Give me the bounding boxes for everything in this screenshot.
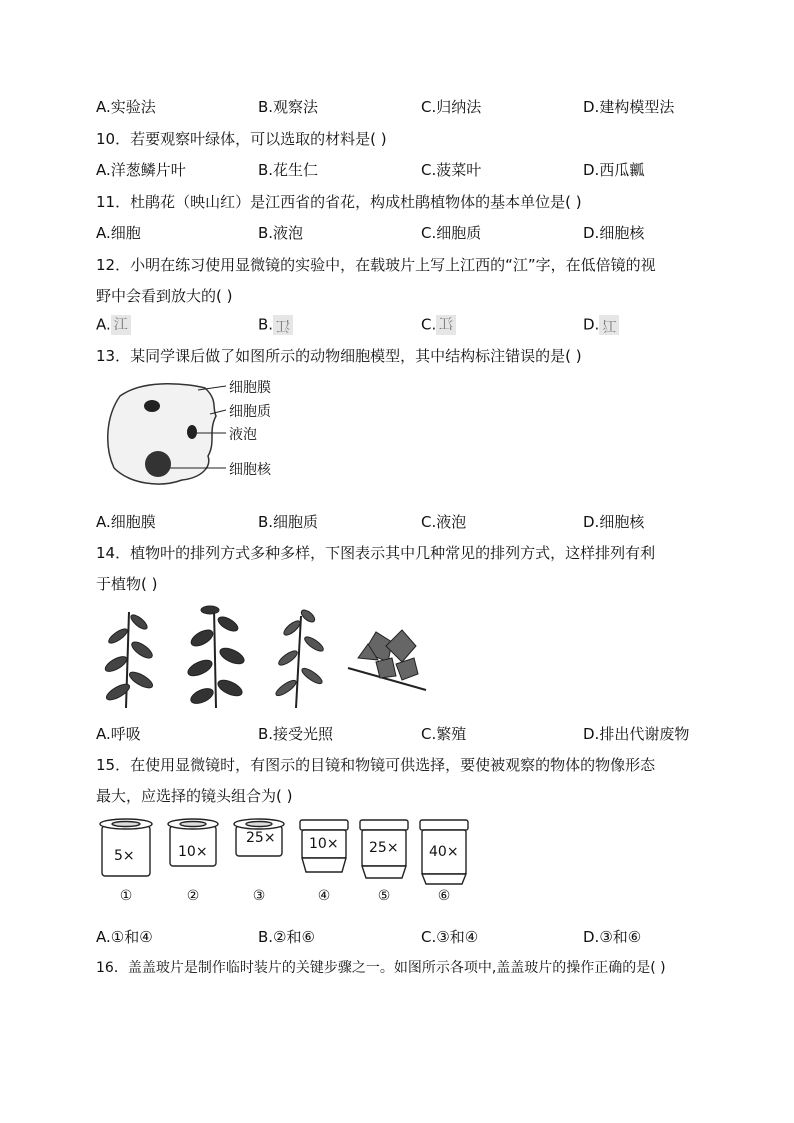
- q13-stem: 13．某同学课后做了如图所示的动物细胞模型，其中结构标注错误的是( ): [96, 347, 582, 365]
- lens-number-2: ②: [186, 888, 200, 904]
- q9-option-c[interactable]: C.归纳法: [421, 98, 482, 116]
- q10-options: [96, 159, 716, 181]
- q12-glyph-rotated: 江: [273, 315, 293, 335]
- lens-6-label: 40×: [429, 844, 459, 860]
- plant-2: [186, 606, 247, 708]
- q15-option-a[interactable]: A.①和④: [96, 928, 153, 946]
- q14-option-a[interactable]: A.呼吸: [96, 725, 141, 743]
- label-nucleus: 细胞核: [229, 462, 271, 478]
- q12-option-a-label: A.: [96, 315, 111, 334]
- label-cytoplasm: 细胞质: [229, 404, 271, 420]
- q9-option-a[interactable]: A.实验法: [96, 98, 156, 116]
- q12-option-c[interactable]: [421, 315, 456, 335]
- q14-option-c[interactable]: C.繁殖: [421, 725, 467, 743]
- q11-options: [96, 222, 716, 244]
- q12-glyph-normal: 江: [111, 315, 131, 335]
- leaf-arrangement-svg: [96, 602, 436, 710]
- lens-number-5: ⑤: [377, 888, 391, 904]
- q12-glyph-mirrored-vertical: 江: [599, 315, 619, 335]
- plant-4: [348, 630, 426, 690]
- q11-option-c[interactable]: C.细胞质: [421, 224, 482, 242]
- q14-option-d[interactable]: D.排出代谢废物: [583, 725, 690, 743]
- q11-option-d[interactable]: D.细胞核: [583, 224, 645, 242]
- q14-stem-line1: 14．植物叶的排列方式多种多样，下图表示其中几种常见的排列方式，这样排列有利: [96, 544, 656, 562]
- q10-stem: 10．若要观察叶绿体，可以选取的材料是( ): [96, 130, 387, 148]
- cell-granule-1: [144, 400, 160, 412]
- lens-4-label: 10×: [309, 836, 339, 852]
- q13-options: [96, 511, 716, 533]
- q13-option-d[interactable]: D.细胞核: [583, 513, 645, 531]
- q13-option-c[interactable]: C.液泡: [421, 513, 467, 531]
- lens-number-1: ①: [119, 888, 133, 904]
- q12-option-a[interactable]: [96, 315, 131, 335]
- q9-options: [96, 96, 716, 118]
- q12-glyph-mirrored-horizontal: 江: [436, 315, 456, 335]
- q10-option-b[interactable]: B.花生仁: [258, 161, 319, 179]
- lens-3-label: 25×: [246, 830, 276, 846]
- q12-options: [96, 315, 716, 337]
- q11-stem: 11．杜鹃花（映山红）是江西省的省花，构成杜鹃植物体的基本单位是( ): [96, 193, 582, 211]
- lens-5-label: 25×: [369, 840, 399, 856]
- lens-number-3: ③: [252, 888, 266, 904]
- q12-stem-line2: 野中会看到放大的( ): [96, 287, 233, 305]
- q15-options: [96, 926, 716, 948]
- vacuole-shape: [187, 425, 197, 439]
- q16-stem: 16．盖盖玻片是制作临时装片的关键步骤之一。如图所示各项中,盖盖玻片的操作正确的是( ): [96, 960, 666, 976]
- lens-2-label: 10×: [178, 844, 208, 860]
- q15-option-b[interactable]: B.②和⑥: [258, 928, 315, 946]
- q11-option-a[interactable]: A.细胞: [96, 224, 141, 242]
- q14-stem-line2: 于植物( ): [96, 575, 158, 593]
- q12-stem-line1: 12．小明在练习使用显微镜的实验中，在载玻片上写上江西的“江”字，在低倍镜的视: [96, 256, 656, 274]
- plant-1: [103, 612, 155, 708]
- q15-stem-line2: 最大，应选择的镜头组合为( ): [96, 787, 293, 805]
- q12-option-d-label: D.: [583, 315, 600, 334]
- q12-option-b-label: B.: [258, 315, 274, 334]
- q9-option-d[interactable]: D.建构模型法: [583, 98, 675, 116]
- q14-options: [96, 723, 716, 745]
- q12-option-c-label: C.: [421, 315, 437, 334]
- q10-option-c[interactable]: C.菠菜叶: [421, 161, 482, 179]
- q11-option-b[interactable]: B.液泡: [258, 224, 304, 242]
- lens-number-4: ④: [317, 888, 331, 904]
- label-vacuole: 液泡: [229, 427, 257, 443]
- q10-option-a[interactable]: A.洋葱鳞片叶: [96, 161, 186, 179]
- q14-option-b[interactable]: B.接受光照: [258, 725, 334, 743]
- q10-option-d[interactable]: D.西瓜瓤: [583, 161, 645, 179]
- nucleus-shape: [145, 451, 171, 477]
- q15-option-c[interactable]: C.③和④: [421, 928, 479, 946]
- q15-option-d[interactable]: D.③和⑥: [583, 928, 642, 946]
- lens-number-6: ⑥: [437, 888, 451, 904]
- label-cell-membrane: 细胞膜: [229, 380, 271, 396]
- lens-1-label: 5×: [114, 848, 135, 864]
- plant-3: [274, 608, 325, 708]
- animal-cell-model-figure: [100, 376, 300, 496]
- q9-option-b[interactable]: B.观察法: [258, 98, 319, 116]
- q13-option-a[interactable]: A.细胞膜: [96, 513, 156, 531]
- q12-option-b[interactable]: [258, 315, 293, 335]
- q13-option-b[interactable]: B.细胞质: [258, 513, 319, 531]
- q15-stem-line1: 15．在使用显微镜时，有图示的目镜和物镜可供选择，要使被观察的物体的物像形态: [96, 756, 656, 774]
- lens-svg: [96, 814, 486, 910]
- leaf-arrangement-figure: [96, 602, 436, 710]
- q12-option-d[interactable]: [583, 315, 619, 335]
- lens-figure: [96, 814, 486, 910]
